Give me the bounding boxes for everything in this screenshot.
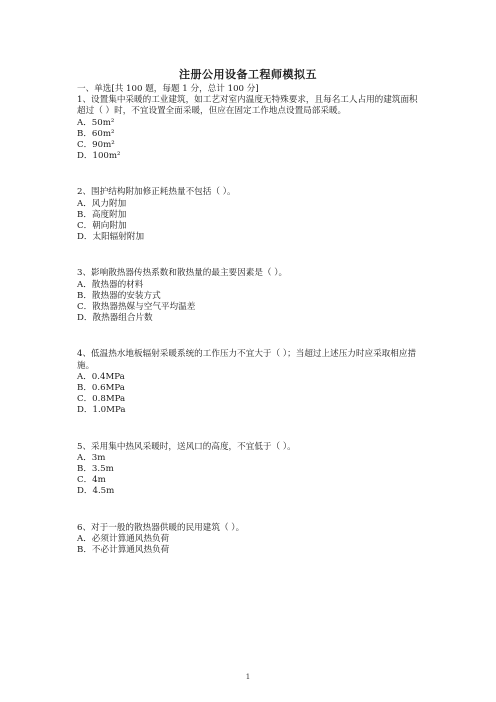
spacer	[77, 417, 422, 442]
question-1-option-c: C．90m²	[77, 140, 115, 151]
question-4-option-b: B．0.6MPa	[77, 383, 125, 394]
question-4-option-a: A．0.4MPa	[77, 371, 125, 382]
spacer	[77, 162, 422, 187]
question-1-option-b: B．60m²	[77, 128, 115, 139]
question-3-option-a: A．散热器的材料	[77, 279, 144, 290]
question-3-option-d: D．散热器组合片数	[77, 313, 153, 324]
question-2-option-a: A．风力附加	[77, 198, 127, 209]
spacer	[77, 324, 422, 349]
document-body	[77, 84, 422, 556]
section-header: 一、单选[共 100 题，每题 1 分，总计 100 分]	[77, 84, 259, 94]
page-number: 1	[245, 673, 251, 681]
question-2-stem: 2、围护结构附加修正耗热量不包括（ ）。	[77, 187, 236, 198]
spacer	[77, 498, 422, 523]
question-2-option-b: B．高度附加	[77, 209, 127, 220]
question-6-option-b: B．不必计算通风热负荷	[77, 545, 170, 556]
spacer	[77, 243, 422, 268]
question-3-stem: 3、影响散热器传热系数和散热量的最主要因素是（ ）。	[77, 268, 288, 279]
question-6-stem: 6、对于一般的散热器供暖的民用建筑（ ）。	[77, 522, 245, 533]
question-4-stem: 4、低温热水地板辐射采暖系统的工作压力不宜大于（ ）；当超过上述压力时应采取相应措施。	[77, 349, 417, 371]
question-4-option-d: D．1.0MPa	[77, 405, 126, 416]
question-2-option-c: C．朝向附加	[77, 221, 127, 232]
question-3-option-c: C．散热器热媒与空气平均温差	[77, 302, 196, 313]
question-1-stem: 1、设置集中采暖的工业建筑，如工艺对室内温度无特殊要求，且每名工人占用的建筑面积超过（ ）时，不宜设置全面采暖，但应在固定工作地点设置局部采暖。	[77, 95, 418, 117]
question-3-option-b: B．散热器的安装方式	[77, 290, 161, 301]
question-6-option-a: A．必须计算通风热负荷	[77, 533, 170, 544]
question-1-option-a: A．50m²	[77, 117, 115, 128]
question-5-option-c: C．4m	[77, 475, 106, 486]
question-5-option-b: B．3.5m	[77, 464, 114, 475]
question-5-option-d: D．4.5m	[77, 486, 115, 497]
question-5-option-a: A．3m	[77, 452, 106, 463]
document-title: 注册公用设备工程师模拟五	[179, 68, 317, 81]
question-1-option-d: D．100m²	[77, 151, 121, 162]
question-5-stem: 5、采用集中热风采暖时，送风口的高度，不宜低于（ ）。	[77, 441, 296, 452]
question-4-option-c: C．0.8MPa	[77, 394, 126, 405]
question-2-option-d: D．太阳辐射附加	[77, 232, 145, 243]
